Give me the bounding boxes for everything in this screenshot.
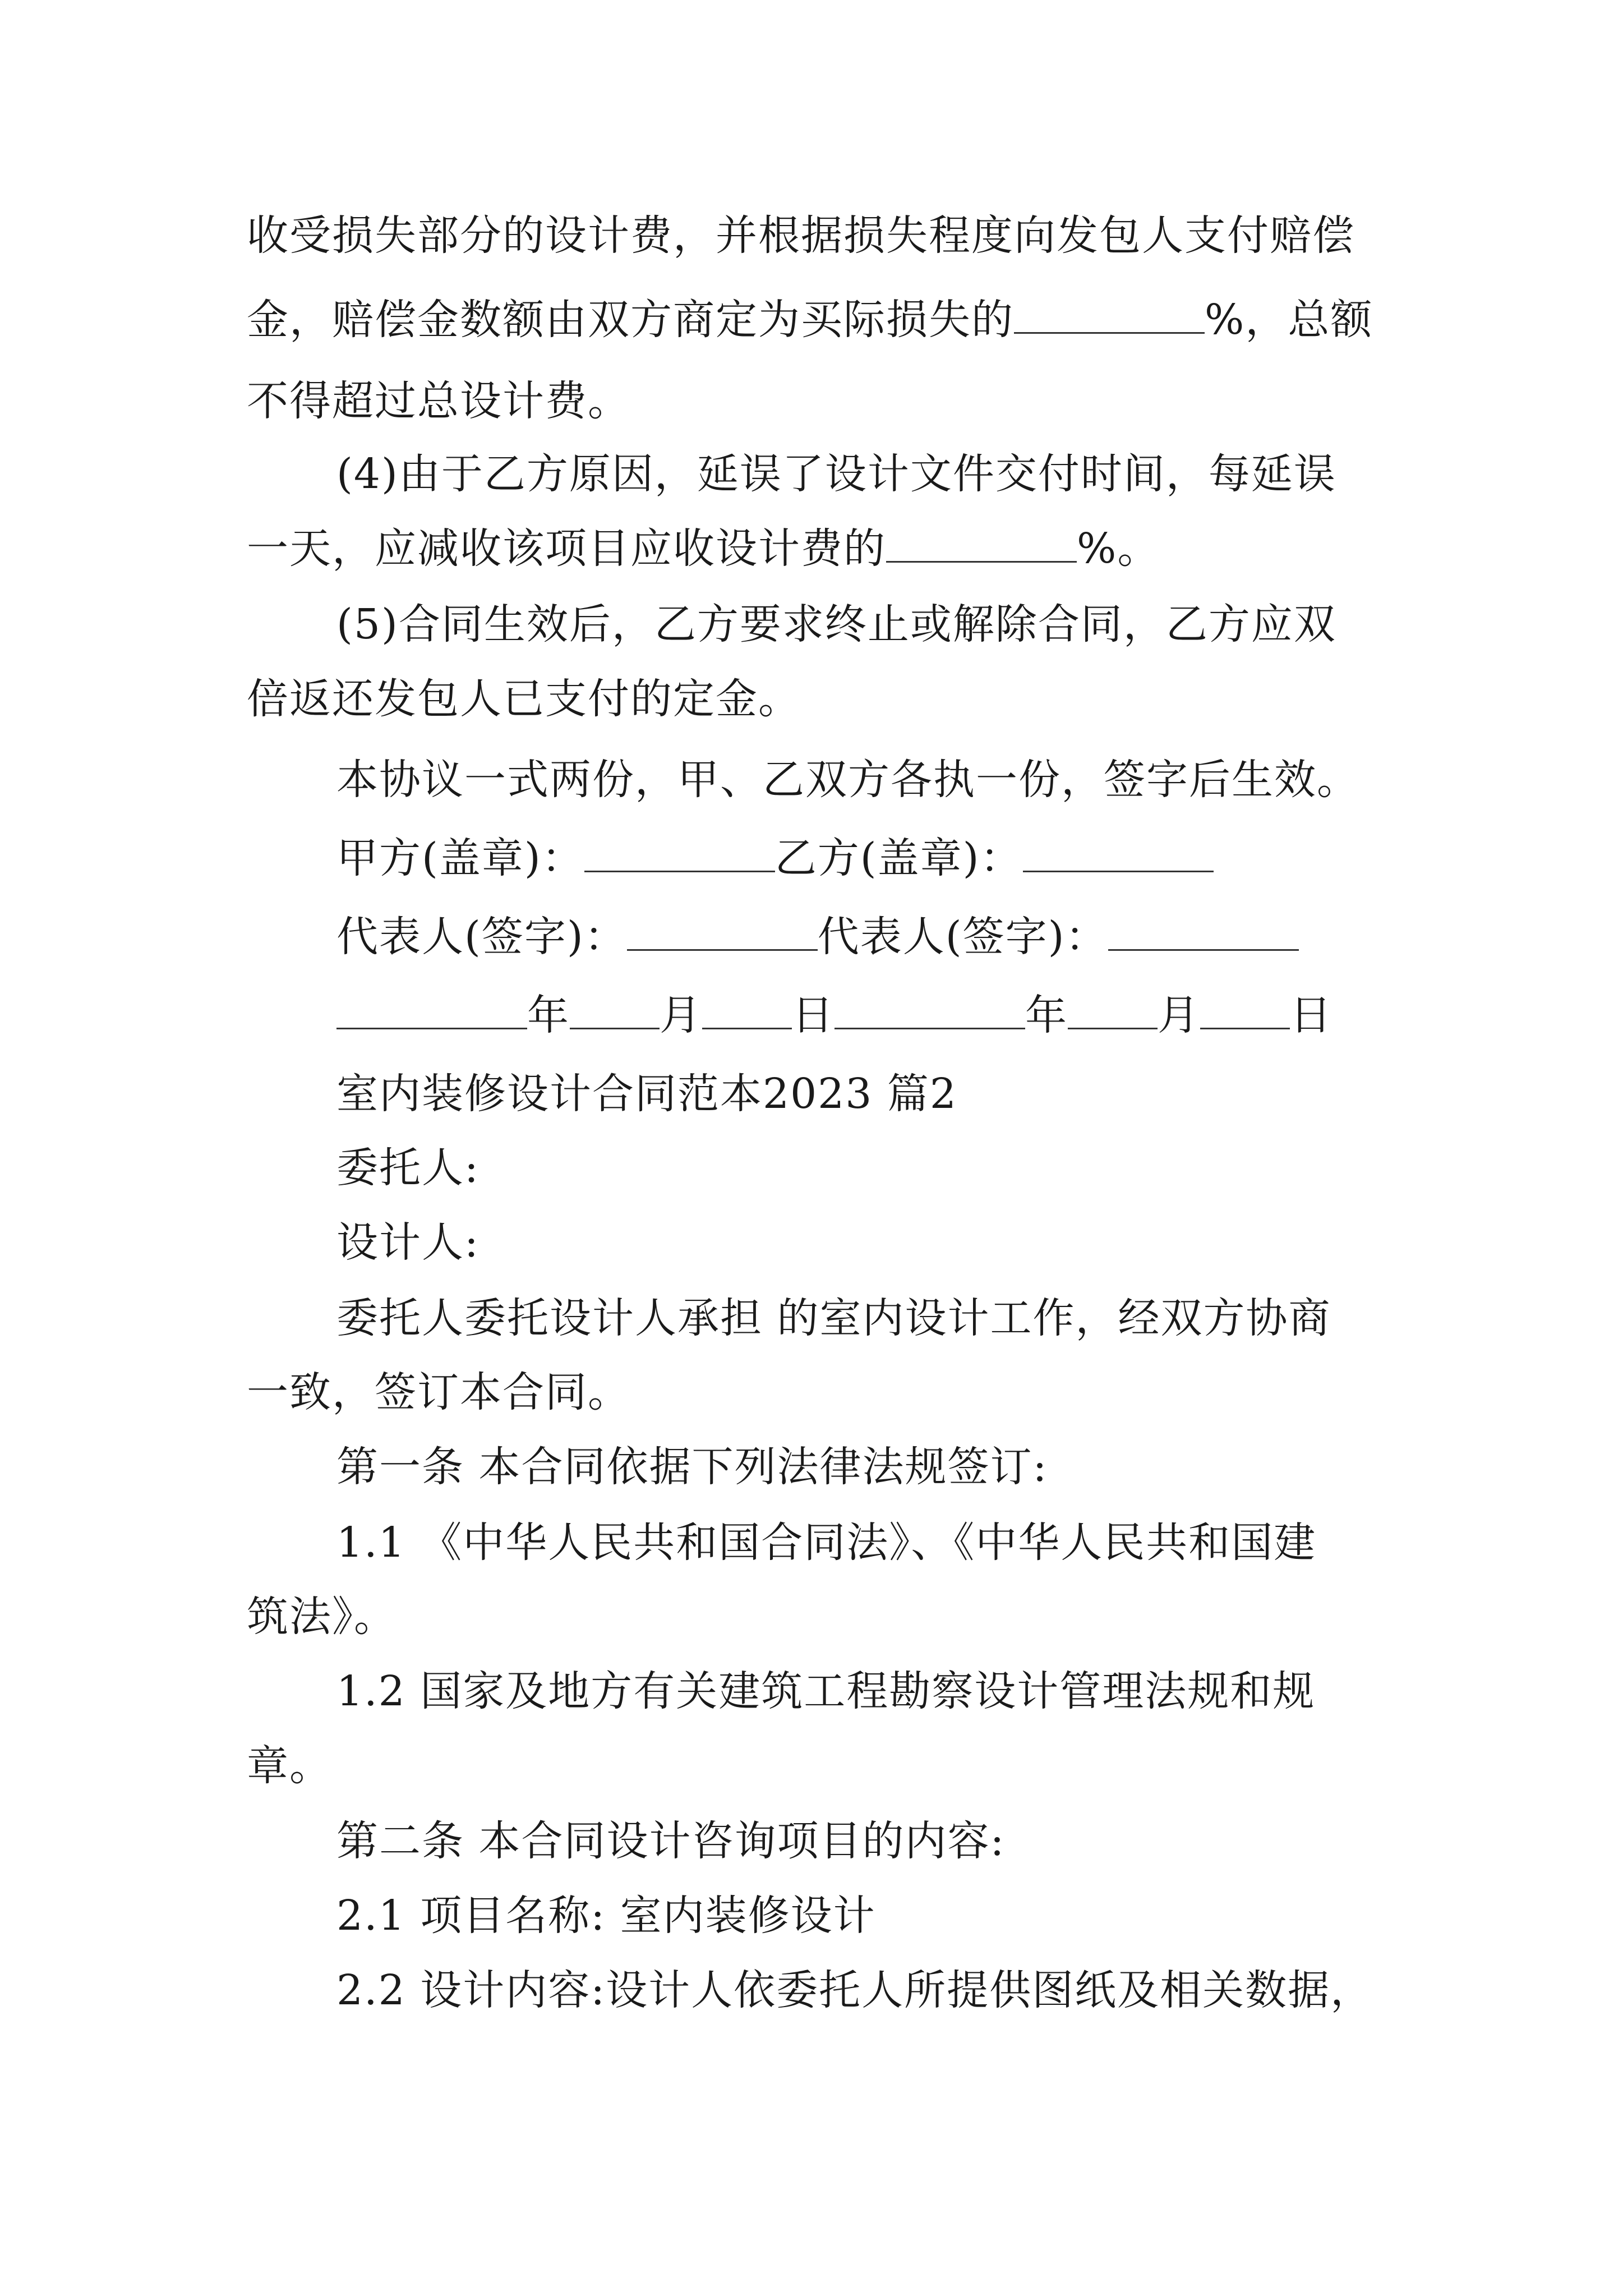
- party-a-label: 甲方(盖章)：: [336, 834, 584, 882]
- party-a-seal-blank: [584, 830, 775, 872]
- text-line: 一致，签订本合同。: [247, 1368, 630, 1416]
- blank-field: [886, 521, 1077, 563]
- text-line: 收受损失部分的设计费，并根据损失程度向发包人支付赔偿: [247, 211, 1355, 260]
- signature-line-parties: [336, 830, 1214, 886]
- text-line: [247, 521, 1160, 577]
- rep-b-label: 代表人(签字)：: [817, 913, 1108, 961]
- text-line: 不得超过总设计费。: [247, 377, 630, 425]
- text-line: (5)合同生效后，乙方要求终止或解除合同，乙方应双: [336, 600, 1336, 648]
- text-segment: 金，赔偿金数额由双方商定为买际损失的: [247, 296, 1014, 344]
- year-b-blank: [834, 987, 1025, 1029]
- day-label: 日: [792, 991, 834, 1039]
- designer-label: 设计人:: [336, 1218, 479, 1267]
- date-line: [336, 987, 1332, 1043]
- party-b-seal-blank: [1023, 830, 1214, 872]
- text-segment: 一天，应减收该项目应收设计费的: [247, 524, 886, 573]
- text-line: 倍返还发包人已支付的定金。: [247, 675, 801, 723]
- month-label: 月: [1158, 991, 1200, 1039]
- client-label: 委托人:: [336, 1144, 479, 1192]
- month-label: 月: [660, 991, 702, 1039]
- text-line: 1.1 《中华人民共和国合同法》、《中华人民共和国建: [336, 1519, 1317, 1567]
- text-line: 2.2 设计内容:设计人依委托人所提供图纸及相关数据，: [336, 1966, 1373, 2014]
- party-b-label: 乙方(盖章)：: [774, 834, 1023, 882]
- text-segment: %。: [1077, 524, 1160, 573]
- rep-a-sign-blank: [627, 909, 818, 951]
- month-b-blank: [1068, 987, 1158, 1029]
- text-line: [247, 292, 1373, 348]
- text-line: 筑法》。: [247, 1593, 396, 1641]
- year-label: 年: [1025, 991, 1068, 1039]
- day-b-blank: [1200, 987, 1290, 1029]
- rep-a-label: 代表人(签字)：: [336, 913, 627, 961]
- text-segment: %，总额: [1205, 296, 1373, 344]
- rep-b-sign-blank: [1108, 909, 1299, 951]
- article-title: 第一条 本合同依据下列法律法规签订:: [336, 1443, 1048, 1491]
- year-label: 年: [527, 991, 570, 1039]
- text-line: 章。: [247, 1742, 332, 1790]
- text-line: 2.1 项目名称: 室内装修设计: [336, 1892, 876, 1940]
- section-heading: 室内装修设计合同范本2023 篇2: [336, 1070, 957, 1118]
- text-line: 委托人委托设计人承担 的室内设计工作，经双方协商: [336, 1294, 1331, 1342]
- year-a-blank: [336, 987, 527, 1029]
- text-line: 1.2 国家及地方有关建筑工程勘察设计管理法规和规: [336, 1667, 1316, 1715]
- article-title: 第二条 本合同设计咨询项目的内容:: [336, 1817, 1006, 1865]
- blank-field: [1014, 292, 1205, 334]
- text-line: (4)由于乙方原因，延误了设计文件交付时间，每延误: [336, 450, 1336, 498]
- text-line: 本协议一式两份，甲、乙双方各执一份，签字后生效。: [336, 756, 1359, 804]
- signature-line-representatives: [336, 909, 1299, 965]
- month-a-blank: [570, 987, 660, 1029]
- day-label: 日: [1290, 991, 1332, 1039]
- day-a-blank: [702, 987, 792, 1029]
